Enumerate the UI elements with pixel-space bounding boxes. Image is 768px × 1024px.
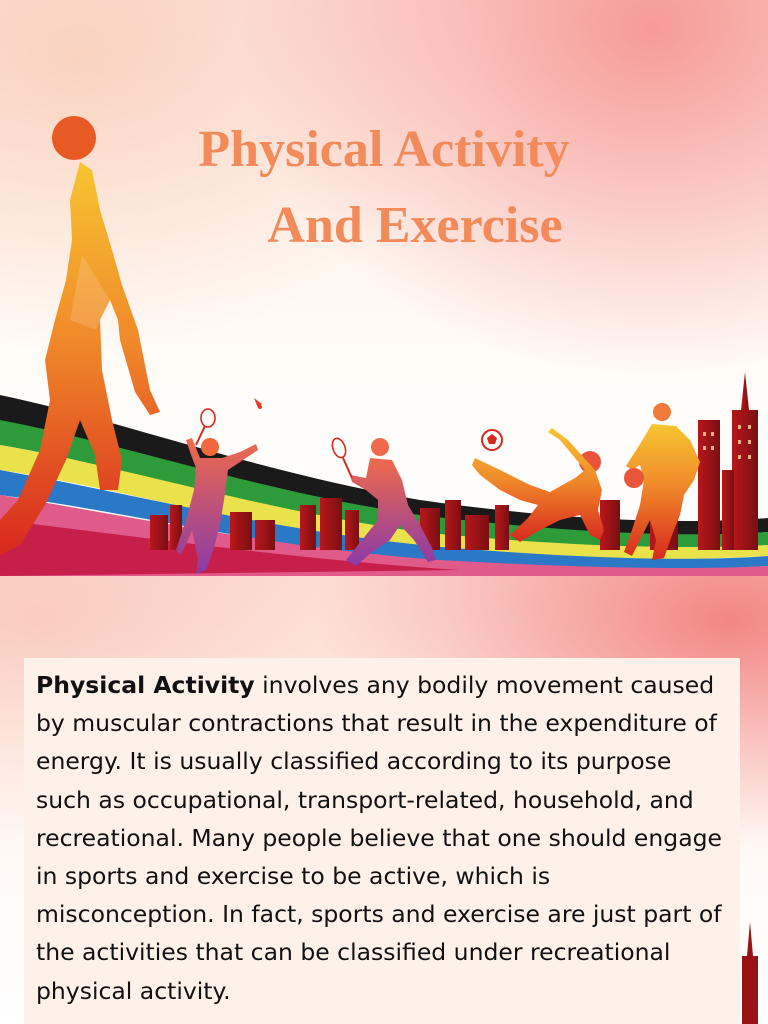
definition-term: Physical Activity [36,671,255,699]
tower-icon [742,922,758,1024]
definition-text-box [24,658,740,1024]
slide-title [0,112,768,264]
content-slide [0,576,768,1024]
shuttlecock-icon [254,398,262,409]
title-line-1: Physical Activity [198,121,570,178]
title-line-2: And Exercise [267,197,563,254]
soccer-ball-icon [482,430,502,450]
definition-body: involves any bodily movement caused by muscular contractions that result in the expenditure of energy. It is usually classified according to its purpose such as occupational, transport-related, household, and recreational. Many people believe that one should engage in sports and exercise to be active, which is misconception. In fact, sports and exercise are just part of the activities that can be classified under recreational physical activity. [36,671,722,1005]
